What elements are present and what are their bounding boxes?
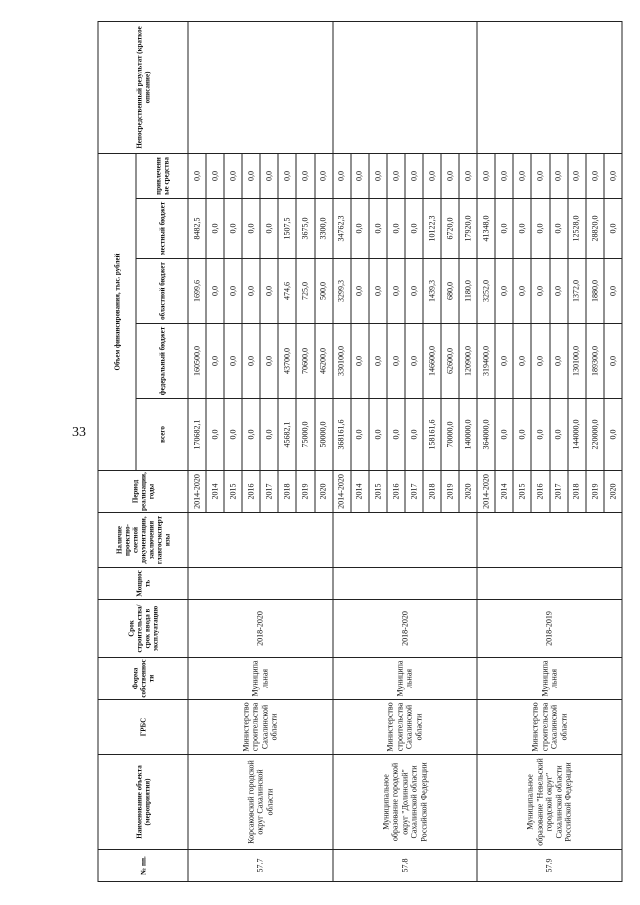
period-cell: 2017 (405, 471, 423, 513)
docs-cell (477, 513, 622, 568)
grbs-name: Министерство строительства Сахалинской области (333, 700, 478, 755)
total-cell: 0,0 (224, 399, 242, 471)
local-cell: 8482,5 (188, 199, 206, 259)
total-cell: 220000,0 (586, 399, 604, 471)
attracted-cell: 0,0 (315, 153, 333, 198)
attracted-cell: 0,0 (550, 153, 568, 198)
total-cell: 0,0 (242, 399, 260, 471)
header-funding: Объем финансирования, тыс. рублей (98, 153, 136, 470)
attracted-cell: 0,0 (333, 153, 351, 198)
regional-cell: 3252,0 (477, 259, 495, 324)
ownership-form: Муниципальная (188, 658, 333, 700)
federal-cell: 146600,0 (423, 324, 441, 399)
attracted-cell: 0,0 (459, 153, 477, 198)
rotated-table-container (98, 22, 623, 882)
local-cell: 0,0 (550, 199, 568, 259)
attracted-cell: 0,0 (531, 153, 549, 198)
local-cell: 0,0 (513, 199, 531, 259)
page-number: 33 (72, 425, 86, 440)
period-cell: 2015 (369, 471, 387, 513)
total-cell: 0,0 (513, 399, 531, 471)
regional-cell: 0,0 (387, 259, 405, 324)
regional-cell: 1439,3 (423, 259, 441, 324)
object-name: Муниципальное образование "Невельский городской округ" Сахалинской области Российской Федерации (477, 755, 622, 850)
regional-cell: 0,0 (206, 259, 224, 324)
period-cell: 2016 (531, 471, 549, 513)
period-cell: 2014 (351, 471, 369, 513)
capacity-cell (477, 568, 622, 600)
financing-table (98, 21, 623, 882)
federal-cell: 0,0 (242, 324, 260, 399)
header-grbs: ГРБС (98, 700, 188, 755)
total-cell: 0,0 (387, 399, 405, 471)
ownership-form: Муниципальная (477, 658, 622, 700)
attracted-cell: 0,0 (242, 153, 260, 198)
attracted-cell: 0,0 (495, 153, 513, 198)
total-cell: 170682,1 (188, 399, 206, 471)
header-attracted: привлеченные средства (136, 153, 188, 198)
local-cell: 41348,0 (477, 199, 495, 259)
object-name: Корсаковский городской округ Сахалинской области (188, 755, 333, 850)
local-cell: 0,0 (206, 199, 224, 259)
regional-cell: 1180,0 (459, 259, 477, 324)
total-cell: 75000,0 (296, 399, 314, 471)
federal-cell: 0,0 (260, 324, 278, 399)
total-cell: 0,0 (206, 399, 224, 471)
period-cell: 2019 (586, 471, 604, 513)
result-cell (477, 21, 622, 153)
local-cell: 0,0 (604, 199, 622, 259)
regional-cell: 0,0 (604, 259, 622, 324)
period-cell: 2019 (441, 471, 459, 513)
local-cell: 0,0 (531, 199, 549, 259)
period-cell: 2020 (459, 471, 477, 513)
federal-cell: 330100,0 (333, 324, 351, 399)
period-cell: 2020 (604, 471, 622, 513)
period-cell: 2020 (315, 471, 333, 513)
local-cell: 0,0 (387, 199, 405, 259)
grbs-name: Министерство строительства Сахалинской области (477, 700, 622, 755)
federal-cell: 62600,0 (441, 324, 459, 399)
regional-cell: 1880,0 (586, 259, 604, 324)
attracted-cell: 0,0 (513, 153, 531, 198)
federal-cell: 46200,0 (315, 324, 333, 399)
total-cell: 368161,6 (333, 399, 351, 471)
table-row (188, 21, 206, 881)
regional-cell: 0,0 (369, 259, 387, 324)
local-cell: 0,0 (495, 199, 513, 259)
local-cell: 10122,3 (423, 199, 441, 259)
header-federal: федеральный бюджет (136, 324, 188, 399)
docs-cell (333, 513, 478, 568)
local-cell: 0,0 (405, 199, 423, 259)
regional-cell: 500,0 (315, 259, 333, 324)
ownership-form: Муниципальная (333, 658, 478, 700)
total-cell: 144000,0 (568, 399, 586, 471)
total-cell: 0,0 (604, 399, 622, 471)
construction-term: 2018-2020 (188, 600, 333, 658)
capacity-cell (333, 568, 478, 600)
total-cell: 158161,6 (423, 399, 441, 471)
period-cell: 2019 (296, 471, 314, 513)
federal-cell: 0,0 (495, 324, 513, 399)
period-cell: 2017 (260, 471, 278, 513)
period-cell: 2018 (568, 471, 586, 513)
total-cell: 0,0 (369, 399, 387, 471)
local-cell: 0,0 (369, 199, 387, 259)
attracted-cell: 0,0 (260, 153, 278, 198)
table-row (333, 21, 351, 881)
regional-cell: 3299,3 (333, 259, 351, 324)
attracted-cell: 0,0 (296, 153, 314, 198)
total-cell: 0,0 (405, 399, 423, 471)
total-cell: 45682,1 (278, 399, 296, 471)
federal-cell: 70600,0 (296, 324, 314, 399)
period-cell: 2015 (513, 471, 531, 513)
period-cell: 2018 (278, 471, 296, 513)
federal-cell: 0,0 (405, 324, 423, 399)
result-cell (188, 21, 333, 153)
header-total: всего (136, 399, 188, 471)
regional-cell: 0,0 (260, 259, 278, 324)
federal-cell: 0,0 (369, 324, 387, 399)
header-name: Наименование объекта (мероприятия) (98, 755, 188, 850)
object-number: 57.8 (333, 850, 478, 882)
period-cell: 2016 (242, 471, 260, 513)
regional-cell: 0,0 (224, 259, 242, 324)
federal-cell: 0,0 (206, 324, 224, 399)
header-docs: Наличие проектно-сметной документации, заключения главгосэкспертизы (98, 513, 188, 568)
local-cell: 6720,0 (441, 199, 459, 259)
docs-cell (188, 513, 333, 568)
object-name: Муниципальное образование городской округ "Долинский" Сахалинской области Российской Федерации (333, 755, 478, 850)
regional-cell: 0,0 (405, 259, 423, 324)
federal-cell: 0,0 (550, 324, 568, 399)
table-body (188, 21, 622, 881)
period-cell: 2016 (387, 471, 405, 513)
attracted-cell: 0,0 (477, 153, 495, 198)
header-regional: областной бюджет (136, 259, 188, 324)
federal-cell: 160500,0 (188, 324, 206, 399)
attracted-cell: 0,0 (224, 153, 242, 198)
regional-cell: 0,0 (550, 259, 568, 324)
regional-cell: 0,0 (531, 259, 549, 324)
federal-cell: 319400,0 (477, 324, 495, 399)
federal-cell: 0,0 (387, 324, 405, 399)
period-cell: 2014-2020 (477, 471, 495, 513)
attracted-cell: 0,0 (423, 153, 441, 198)
regional-cell: 0,0 (513, 259, 531, 324)
local-cell: 0,0 (260, 199, 278, 259)
period-cell: 2014 (495, 471, 513, 513)
header-capacity: Мощность (98, 568, 188, 600)
header-result: Непосредственный результат (краткое описание) (98, 21, 188, 153)
construction-term: 2018-2020 (333, 600, 478, 658)
total-cell: 140000,0 (459, 399, 477, 471)
header-ownership: Форма собственности (98, 658, 188, 700)
result-cell (333, 21, 478, 153)
total-cell: 0,0 (495, 399, 513, 471)
total-cell: 0,0 (531, 399, 549, 471)
federal-cell: 189300,0 (586, 324, 604, 399)
header-term: Срок строительства/срок ввода в эксплуатацию (98, 600, 188, 658)
regional-cell: 0,0 (242, 259, 260, 324)
attracted-cell: 0,0 (278, 153, 296, 198)
total-cell: 364000,0 (477, 399, 495, 471)
header-local: местный бюджет (136, 199, 188, 259)
total-cell: 0,0 (260, 399, 278, 471)
local-cell: 3675,0 (296, 199, 314, 259)
object-number: 57.9 (477, 850, 622, 882)
period-cell: 2014-2020 (333, 471, 351, 513)
attracted-cell: 0,0 (604, 153, 622, 198)
local-cell: 28820,0 (586, 199, 604, 259)
attracted-cell: 0,0 (206, 153, 224, 198)
federal-cell: 43700,0 (278, 324, 296, 399)
attracted-cell: 0,0 (405, 153, 423, 198)
period-cell: 2014-2020 (188, 471, 206, 513)
total-cell: 70000,0 (441, 399, 459, 471)
regional-cell: 474,6 (278, 259, 296, 324)
regional-cell: 1699,6 (188, 259, 206, 324)
period-cell: 2018 (423, 471, 441, 513)
local-cell: 0,0 (351, 199, 369, 259)
attracted-cell: 0,0 (351, 153, 369, 198)
object-number: 57.7 (188, 850, 333, 882)
attracted-cell: 0,0 (387, 153, 405, 198)
construction-term: 2018-2019 (477, 600, 622, 658)
header-num: № пп. (98, 850, 188, 882)
attracted-cell: 0,0 (369, 153, 387, 198)
federal-cell: 0,0 (224, 324, 242, 399)
local-cell: 34762,3 (333, 199, 351, 259)
regional-cell: 680,0 (441, 259, 459, 324)
total-cell: 50000,0 (315, 399, 333, 471)
attracted-cell: 0,0 (586, 153, 604, 198)
attracted-cell: 0,0 (441, 153, 459, 198)
local-cell: 12528,0 (568, 199, 586, 259)
grbs-name: Министерство строительства Сахалинской области (188, 700, 333, 755)
attracted-cell: 0,0 (188, 153, 206, 198)
local-cell: 0,0 (224, 199, 242, 259)
regional-cell: 725,0 (296, 259, 314, 324)
total-cell: 0,0 (351, 399, 369, 471)
period-cell: 2014 (206, 471, 224, 513)
capacity-cell (188, 568, 333, 600)
regional-cell: 0,0 (495, 259, 513, 324)
header-period: Период реализации, годы (98, 471, 188, 513)
regional-cell: 1372,0 (568, 259, 586, 324)
regional-cell: 0,0 (351, 259, 369, 324)
federal-cell: 0,0 (531, 324, 549, 399)
local-cell: 1507,5 (278, 199, 296, 259)
attracted-cell: 0,0 (568, 153, 586, 198)
local-cell: 3300,0 (315, 199, 333, 259)
table-row (477, 21, 495, 881)
federal-cell: 120900,0 (459, 324, 477, 399)
period-cell: 2017 (550, 471, 568, 513)
local-cell: 0,0 (242, 199, 260, 259)
total-cell: 0,0 (550, 399, 568, 471)
federal-cell: 130100,0 (568, 324, 586, 399)
local-cell: 17920,0 (459, 199, 477, 259)
federal-cell: 0,0 (351, 324, 369, 399)
period-cell: 2015 (224, 471, 242, 513)
federal-cell: 0,0 (513, 324, 531, 399)
federal-cell: 0,0 (604, 324, 622, 399)
